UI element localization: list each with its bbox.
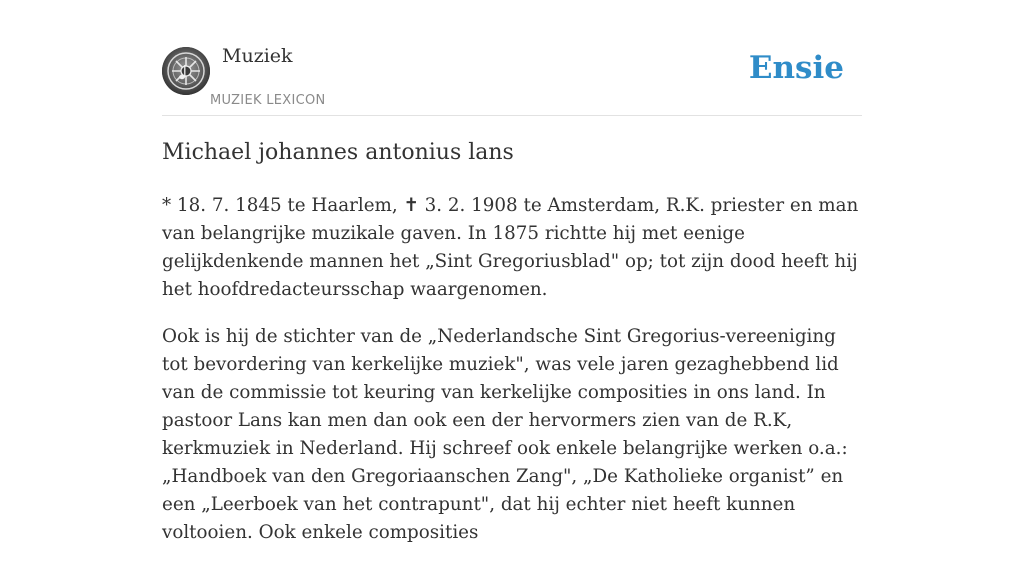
article-body: [162, 192, 862, 566]
article-paragraph-1: * 18. 7. 1845 te Haarlem, ✝ 3. 2. 1908 te Amsterdam, R.K. priester en man van belangrijke muzikale gaven. In 1875 richtte hij met eenige gelijkdenkende mannen het „Sint Gregoriusblad" op; tot zijn dood heeft hij het hoofdredacteursschap waargenomen.: [162, 195, 859, 300]
music-emblem-icon: [162, 47, 210, 95]
source-name[interactable]: Muziek: [222, 45, 293, 67]
header: [162, 0, 862, 116]
source-category[interactable]: MUZIEK LEXICON: [210, 93, 326, 108]
source-avatar[interactable]: [162, 47, 210, 95]
article-title: Michael johannes antonius lans: [162, 140, 514, 165]
article-paragraph-2: Ook is hij de stichter van de „Nederlandsche Sint Gregorius-vereeniging tot bevordering van kerkelijke muziek", was vele jaren gezaghebbend lid van de commissie tot keuring van kerkelijke composities in ons land. In pastoor Lans kan men dan ook een der hervormers zien van de R.K, kerkmuziek in Nederland. Hij schreef ook enkele belangrijke werken o.a.: „Handboek van den Gregoriaanschen Zang", „De Katholieke organist” en een „Leerboek van het contrapunt", dat hij echter niet heeft kunnen voltooien. Ook enkele composities: [162, 326, 848, 543]
brand-logo[interactable]: Ensie: [748, 50, 844, 86]
